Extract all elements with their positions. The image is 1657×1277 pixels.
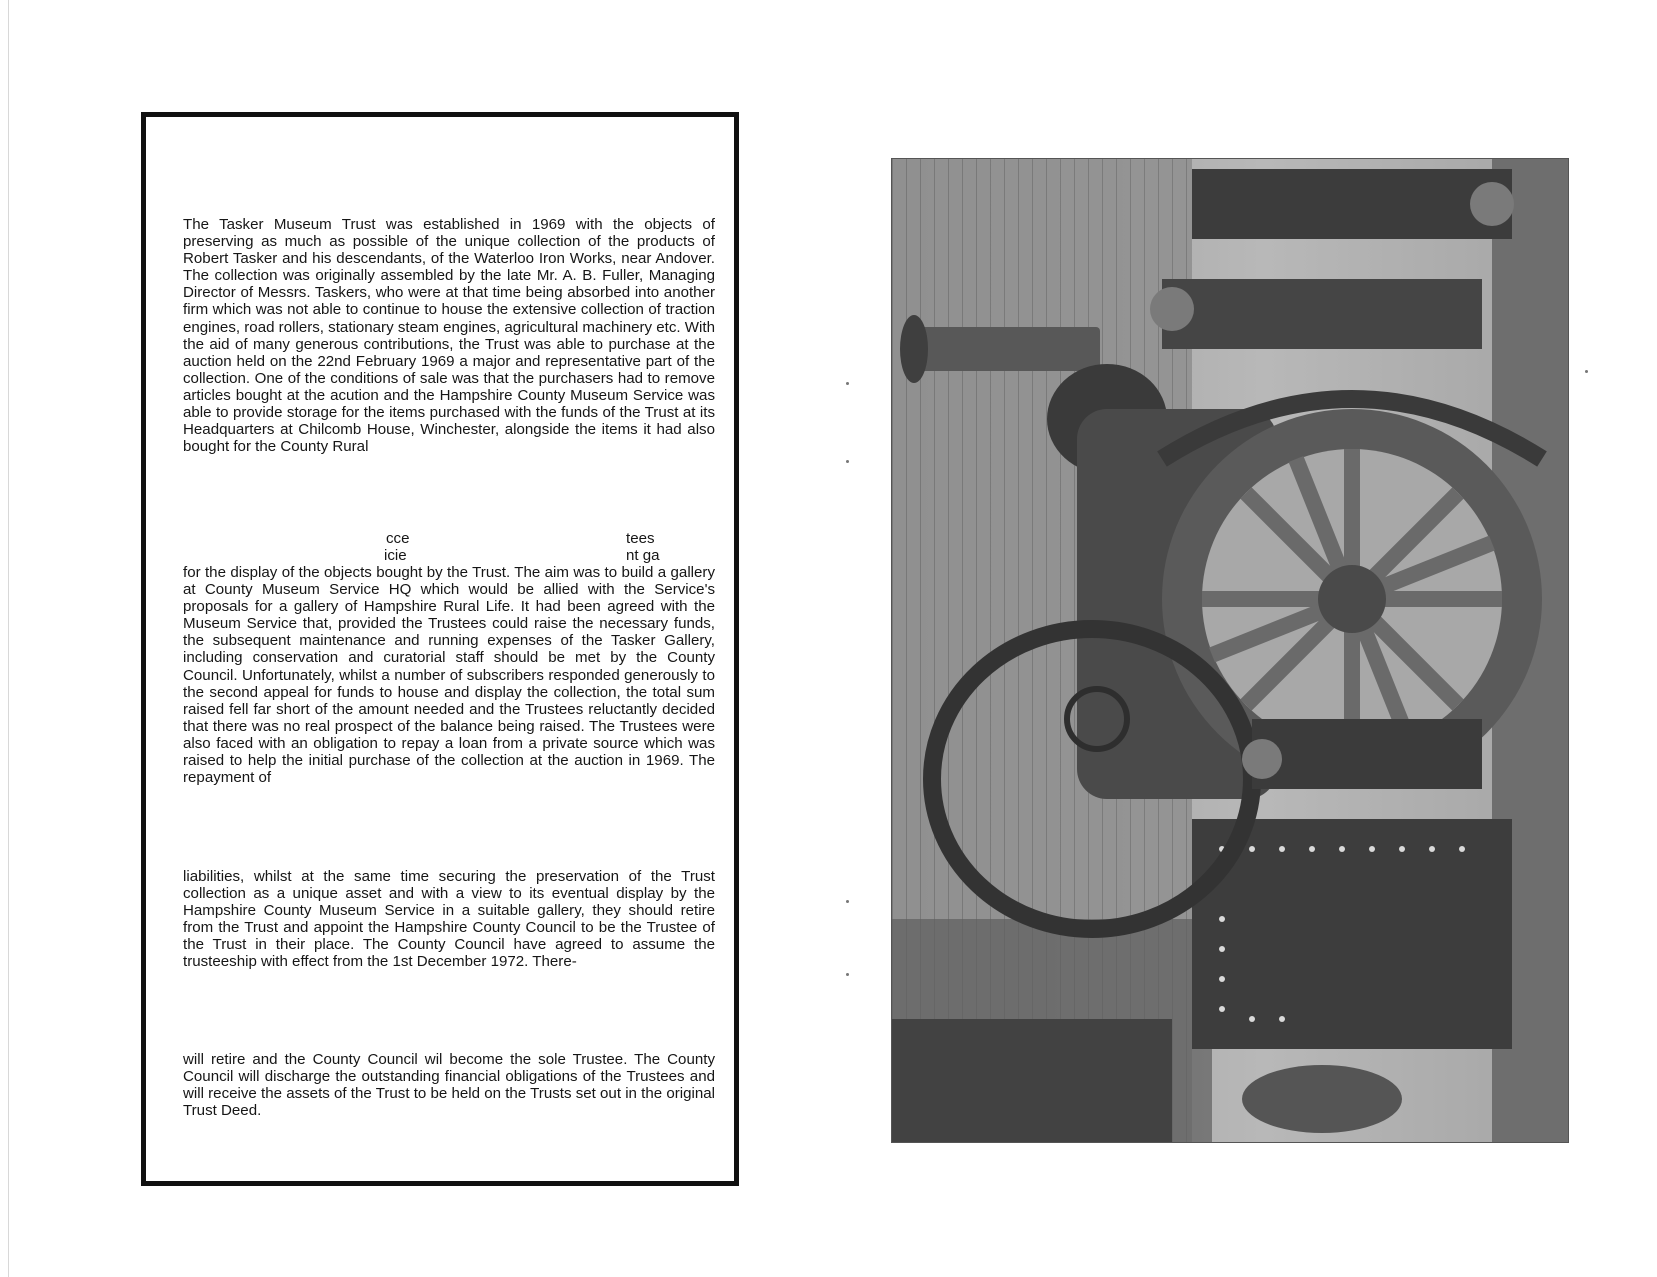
scan-speck [1585,370,1588,373]
fragment-3: icie [384,547,407,564]
paragraph-3: liabilities, whilst at the same time securing the preservation of the Trust collection as a unique asset and with a view to its eventual display by the Hampshire County Museum Service in a suitable gallery, they should retire from the Trust and appoint the Hampshire County Council to be the Trustee of the Trust in their place. The County Council have agreed to assume the trusteeship with effect from the 1st December 1972. There- [183,868,715,971]
paragraph-1: The Tasker Museum Trust was established in 1969 with the objects of preserving as much as possible of the unique collection of the products of Robert Tasker and his descendants, of the Waterloo Iron Works, near Andover. The collection was originally assembled by the late Mr. A. B. Fuller, Managing Director of Messrs. Taskers, who were at that time being absorbed into another firm which was not able to continue to house the extensive collection of traction engines, road rollers, stationary steam engines, agricultural machinery etc. With the aid of many generous contributions, the Trust was able to purchase at the auction held on the 22nd February 1969 a major and representative part of the collection. One of the conditions of sale was that the purchasers had to remove articles bought at the acution and the Hampshire County Museum Service was able to provide storage for the items purchased with the funds of the Trust at its Headquarters at Chilcomb House, Winchester, alongside the items it had also bought for the County Rural [183,216,715,456]
fragment-4: nt ga [626,547,660,564]
paragraph-4: will retire and the County Council wil become the sole Trustee. The County Council will discharge the outstanding financial obligations of the Trustees and will receive the assets of the Trust to be held on the Trusts set out in the original Trust Deed. [183,1051,715,1120]
scan-speck [846,460,849,463]
fragment-1: cce [386,530,410,547]
steam-traction-engine-photo [891,158,1569,1143]
text-panel [141,112,739,1186]
fragment-2: tees [626,530,655,547]
scan-speck [846,900,849,903]
scan-speck [846,382,849,385]
photo-illustration [892,159,1568,1142]
paragraph-2: for the display of the objects bought by the Trust. The aim was to build a gallery at County Museum Service HQ which would be allied with the Service's proposals for a gallery of Hampshire Rural Life. It had been agreed with the Museum Service that, provided the Trustees could raise the necessary funds, the subsequent maintenance and running expenses of the Tasker Gallery, including conservation and curatorial staff should be met by the County Council. Unfortunately, whilst a number of subscribers responded generously to the second appeal for funds to house and display the collection, the total sum raised fell far short of the amount needed and the Trustees reluctantly decided that there was no real prospect of the balance being raised. The Trustees were also faced with an obligation to repay a loan from a private source which was raised to help the initial purchase of the collection at the auction in 1969. The repayment of [183,564,715,787]
page-edge-line [8,0,9,1277]
scan-speck [846,973,849,976]
